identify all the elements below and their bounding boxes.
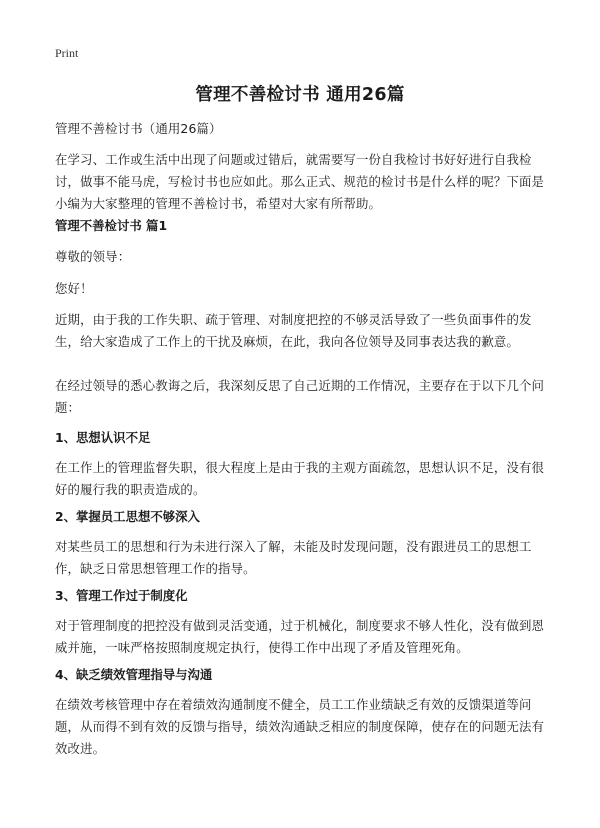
issue-heading-2: 2、掌握员工思想不够深入 <box>55 509 200 524</box>
section-heading: 管理不善检讨书 篇1 <box>55 218 168 233</box>
reflection-paragraph: 在经过领导的悉心教诲之后，我深刻反思了自己近期的工作情况，主要存在于以下几个问题： <box>55 378 545 415</box>
document-subtitle: 管理不善检讨书（通用26篇） <box>55 121 222 136</box>
issue-heading-4: 4、缺乏绩效管理指导与沟通 <box>55 667 213 682</box>
greeting: 您好！ <box>55 281 93 296</box>
issue-paragraph-1: 在工作上的管理监督失职，很大程度上是由于我的主观方面疏忽，思想认识不足，没有很好的履行我的职责造成的。 <box>55 460 545 497</box>
issue-paragraph-3: 对于管理制度的把控没有做到灵活变通，过于机械化，制度要求不够人性化，没有做到恩威并施，一味严格按照制度规定执行，使得工作中出现了矛盾及管理死角。 <box>55 618 545 655</box>
page-title: 管理不善检讨书 通用26篇 <box>195 85 405 105</box>
issue-paragraph-4: 在绩效考核管理中存在着绩效沟通制度不健全，员工工作业绩缺乏有效的反馈渠道等问题，从而得不到有效的反馈与指导，绩效沟通缺乏相应的制度保障，使存在的问题无法有效改进。 <box>55 697 545 756</box>
intro-paragraph: 在学习、工作或生活中出现了问题或过错后，就需要写一份自我检讨书好好进行自我检讨，做事不能马虎，写检讨书也应如此。那么正式、规范的检讨书是什么样的呢？下面是小编为大家整理的管理不善检讨书，希望对大家有所帮助。 <box>55 152 545 211</box>
print-label: Print <box>55 46 79 60</box>
issue-paragraph-2: 对某些员工的思想和行为未进行深入了解，未能及时发现问题，没有跟进员工的思想工作，缺乏日常思想管理工作的指导。 <box>55 539 532 576</box>
apology-paragraph: 近期，由于我的工作失职、疏于管理、对制度把控的不够灵活导致了一些负面事件的发生，给大家造成了工作上的干扰及麻烦，在此，我向各位领导及同事表达我的歉意。 <box>55 312 532 349</box>
issue-heading-1: 1、思想认识不足 <box>55 430 151 445</box>
issue-heading-3: 3、管理工作过于制度化 <box>55 588 188 603</box>
salutation: 尊敬的领导： <box>55 249 131 264</box>
